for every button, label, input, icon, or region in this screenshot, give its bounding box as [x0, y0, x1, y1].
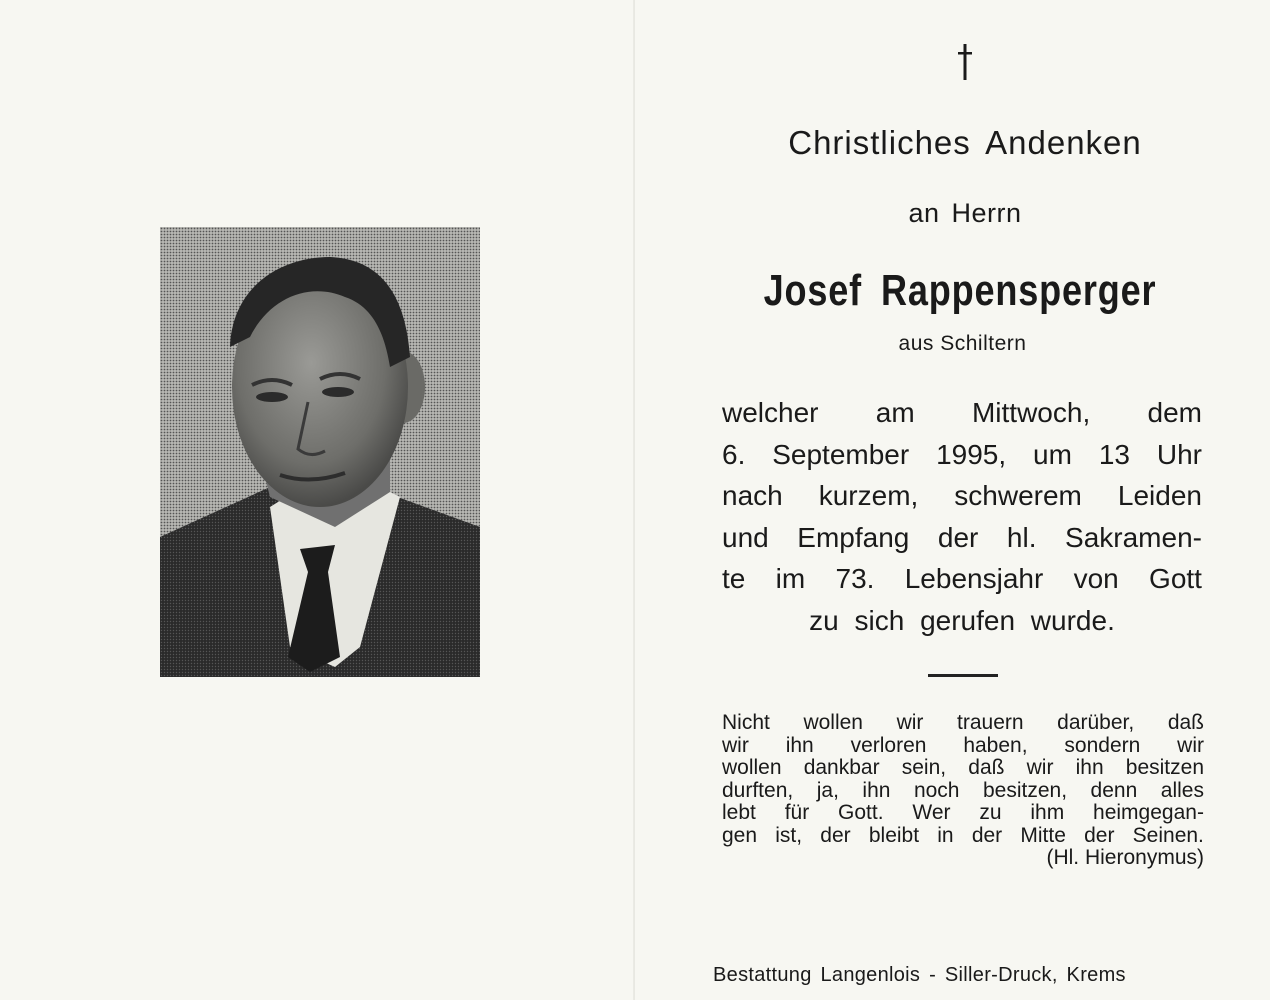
word: dem [1147, 397, 1202, 428]
word: bleibt [868, 823, 920, 847]
divider-rule [928, 674, 998, 677]
text-line [722, 434, 1202, 476]
cross-icon [955, 42, 975, 82]
word: daß [968, 756, 1005, 779]
word: ist, [775, 823, 803, 847]
text-line [722, 757, 1204, 780]
word: alles [1160, 778, 1204, 802]
memorial-quote [722, 712, 1204, 870]
word: im [775, 563, 806, 594]
word: besitzen [1125, 756, 1204, 779]
printer-credit: Bestattung Langenlois - Siller-Druck, Krems [713, 964, 1126, 986]
word: gen [722, 823, 758, 847]
card-title: Christliches Andenken [788, 124, 1142, 161]
word: der [937, 521, 979, 553]
word: um [1033, 438, 1072, 470]
word: und [722, 521, 769, 553]
text-line [722, 825, 1204, 848]
word: kurzem, [818, 480, 919, 511]
word: Mitte [1020, 823, 1066, 847]
word: denn [1090, 778, 1138, 802]
word: am [875, 397, 915, 428]
card-fold-line [633, 0, 635, 1000]
word: darüber, [1057, 711, 1135, 734]
word: daß [1167, 711, 1204, 734]
word: schwerem [954, 480, 1082, 511]
word: wollen [722, 756, 782, 779]
word: wir [1026, 756, 1054, 779]
word: welcher [722, 397, 819, 428]
salutation: an Herrn [908, 198, 1022, 228]
word: sein, [901, 756, 947, 779]
word: 1995, [936, 438, 1007, 470]
word: wir [896, 711, 924, 734]
word: ja, [816, 778, 839, 802]
word: Empfang [797, 521, 910, 553]
word: te [722, 563, 746, 594]
word: 6. [722, 438, 746, 470]
word: ihm [1030, 801, 1065, 824]
word: 13 [1098, 438, 1130, 470]
word: Leiden [1117, 480, 1202, 511]
word: ihn [785, 733, 814, 757]
text-line [722, 780, 1204, 803]
word: Sakramen- [1065, 521, 1202, 553]
text-line [722, 802, 1204, 825]
word: Lebensjahr [904, 563, 1044, 594]
deceased-name: Josef Rappensperger [763, 266, 1157, 315]
word: Gott. [838, 801, 884, 824]
word: trauern [957, 711, 1024, 734]
word: der [1084, 823, 1115, 847]
word: besitzen, [982, 778, 1068, 802]
word: Mittwoch, [971, 397, 1091, 428]
word: Seinen. [1132, 823, 1204, 847]
word: der [820, 823, 851, 847]
portrait-illustration [160, 227, 480, 677]
text-line [722, 392, 1202, 434]
text-line [722, 712, 1204, 735]
word: noch [913, 778, 960, 802]
word: wir [1177, 733, 1204, 757]
text-line [722, 475, 1202, 517]
word: ihn [1075, 756, 1104, 779]
word: wir [722, 733, 749, 757]
text-line [722, 735, 1204, 758]
portrait-photo [160, 227, 480, 677]
word: September [772, 438, 910, 470]
word: lebt [722, 801, 756, 824]
word: hl. [1006, 521, 1037, 553]
word: heimgegan- [1093, 801, 1204, 824]
word: Wer [912, 801, 951, 824]
word: Gott [1149, 563, 1202, 594]
word: durften, [722, 778, 794, 802]
word: Uhr [1156, 438, 1202, 470]
word: zu sich gerufen wurde. [809, 604, 1115, 636]
word: haben, [963, 733, 1028, 757]
word: ihn [862, 778, 891, 802]
word: zu [979, 801, 1002, 824]
word: 73. [835, 563, 875, 594]
word: Nicht [722, 711, 770, 734]
text-line [722, 558, 1202, 600]
word: sondern [1064, 733, 1141, 757]
word: nach [722, 480, 783, 511]
word: verloren [850, 733, 927, 757]
origin-place: aus Schiltern [898, 332, 1027, 355]
word: für [784, 801, 810, 824]
text-line [722, 517, 1202, 559]
word: wollen [803, 711, 863, 734]
word: dankbar [803, 756, 880, 779]
word: in [937, 823, 954, 847]
death-notice-text [722, 392, 1202, 641]
quote-attribution: (Hl. Hieronymus) [1046, 846, 1204, 869]
text-line [722, 600, 1202, 642]
word: von [1073, 563, 1119, 594]
word: der [971, 823, 1003, 847]
